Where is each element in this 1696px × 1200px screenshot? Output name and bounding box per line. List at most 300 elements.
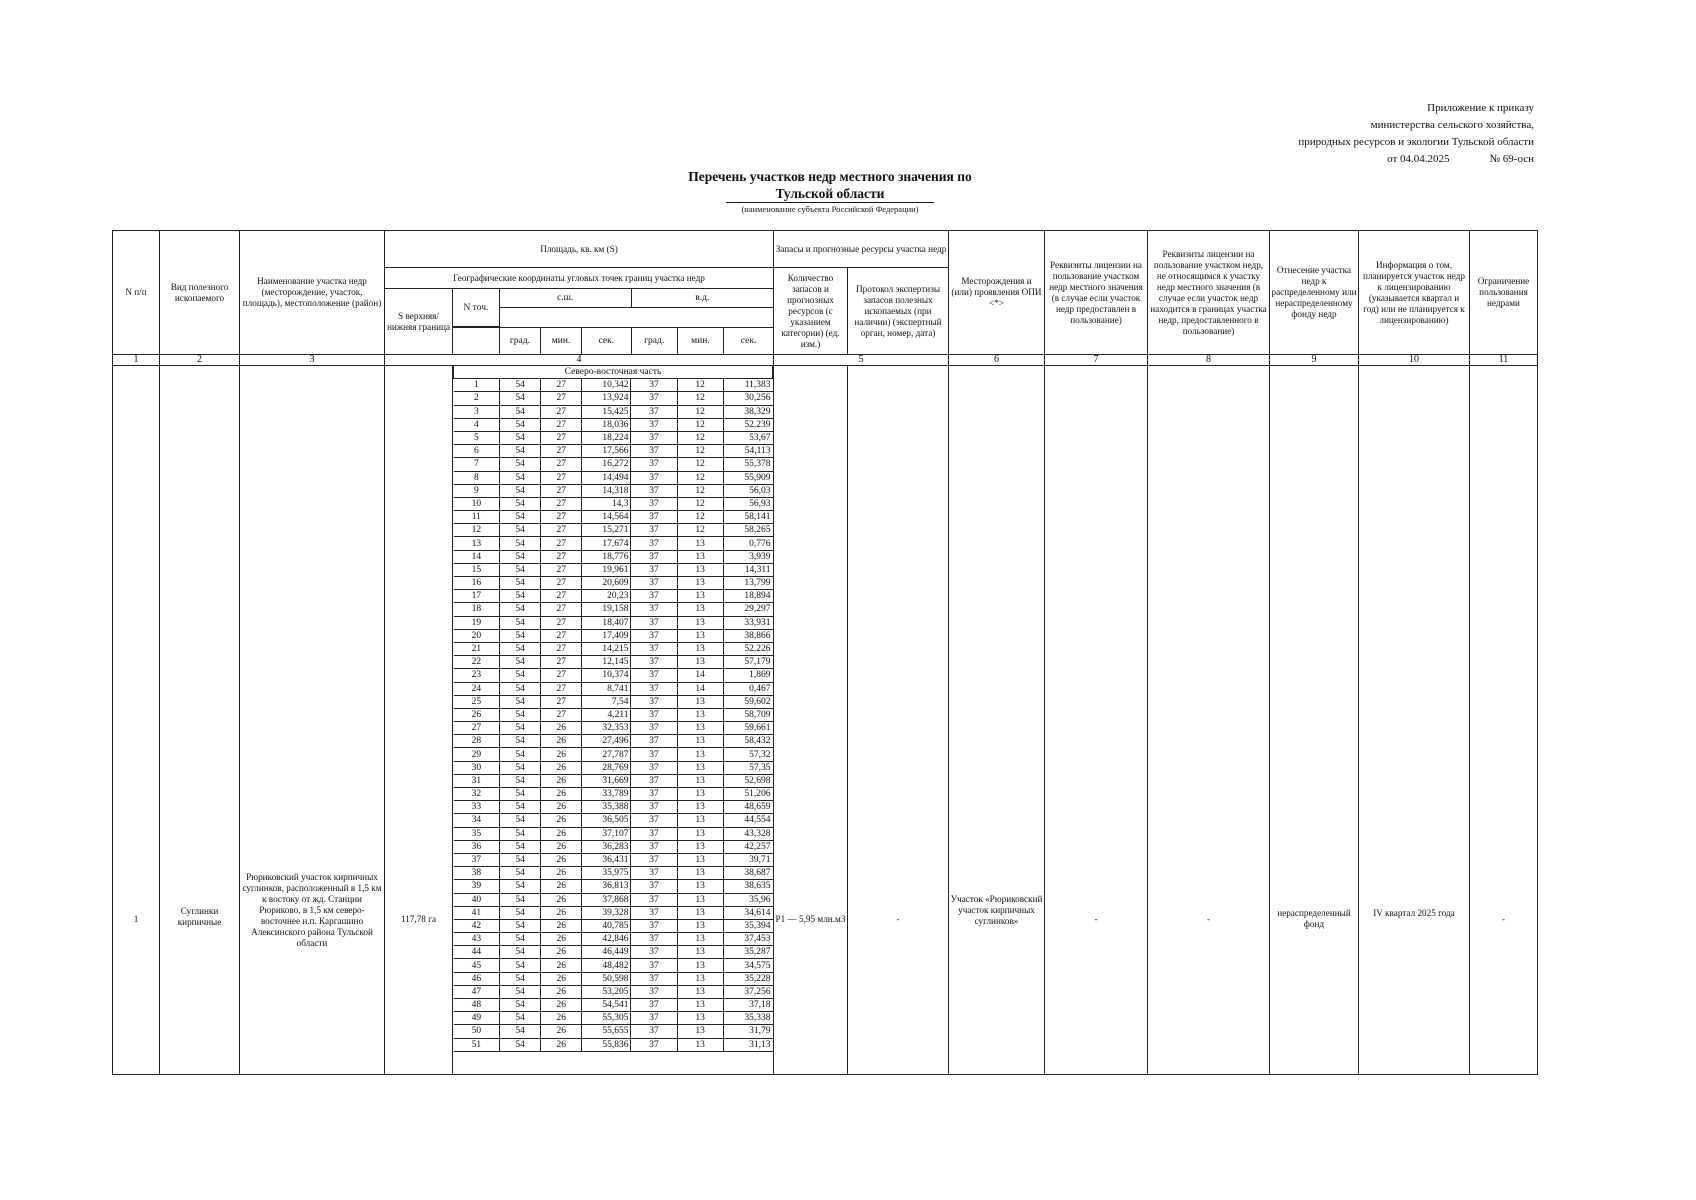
coordinate-row xyxy=(454,867,773,880)
lon-min: 13 xyxy=(677,642,723,655)
point-number: 3 xyxy=(454,405,500,418)
lat-sec: 32,353 xyxy=(582,722,631,735)
lat-sec: 15,271 xyxy=(582,524,631,537)
lon-sec: 54,113 xyxy=(723,445,772,458)
lon-deg: 37 xyxy=(631,840,677,853)
lat-deg: 54 xyxy=(500,972,541,985)
lon-deg: 37 xyxy=(631,511,677,524)
lat-deg: 54 xyxy=(500,999,541,1012)
lon-min: 13 xyxy=(677,959,723,972)
row-mineral: Суглинки кирпичные xyxy=(160,366,240,1075)
col-number-11: 11 xyxy=(1470,355,1538,366)
lat-min: 27 xyxy=(541,695,582,708)
lat-deg: 54 xyxy=(500,722,541,735)
coordinate-row xyxy=(454,458,773,471)
lon-sec: 11,383 xyxy=(723,379,772,392)
point-number: 18 xyxy=(454,603,500,616)
header-lat-deg: град. xyxy=(499,328,540,354)
lon-sec: 38,329 xyxy=(723,405,772,418)
lat-min: 26 xyxy=(541,1025,582,1038)
lon-deg: 37 xyxy=(631,893,677,906)
lon-sec: 57,179 xyxy=(723,656,772,669)
lat-min: 27 xyxy=(541,563,582,576)
header-lat-sec: сек. xyxy=(582,328,631,354)
lon-min: 12 xyxy=(677,431,723,444)
lat-deg: 54 xyxy=(500,511,541,524)
point-number: 40 xyxy=(454,893,500,906)
point-number: 12 xyxy=(454,524,500,537)
point-number: 46 xyxy=(454,972,500,985)
lat-min: 27 xyxy=(541,616,582,629)
point-number: 31 xyxy=(454,774,500,787)
point-number: 10 xyxy=(454,497,500,510)
lat-min: 26 xyxy=(541,827,582,840)
title-subtitle: (наименование субъекта Российской Федерации) xyxy=(741,204,919,214)
point-number: 19 xyxy=(454,616,500,629)
coordinate-row xyxy=(454,1012,773,1025)
coordinate-row xyxy=(454,656,773,669)
lon-min: 12 xyxy=(677,458,723,471)
col-number-3: 3 xyxy=(240,355,385,366)
lon-sec: 37,18 xyxy=(723,999,772,1012)
lat-sec: 4,211 xyxy=(582,708,631,721)
lat-deg: 54 xyxy=(500,458,541,471)
lon-min: 12 xyxy=(677,484,723,497)
header-latitude: с.ш. xyxy=(499,289,631,308)
lat-deg: 54 xyxy=(500,471,541,484)
lat-sec: 19,158 xyxy=(582,603,631,616)
lon-deg: 37 xyxy=(631,537,677,550)
coordinate-row xyxy=(454,919,773,932)
point-number: 42 xyxy=(454,919,500,932)
lat-sec: 15,425 xyxy=(582,405,631,418)
lon-min: 12 xyxy=(677,392,723,405)
point-number: 16 xyxy=(454,577,500,590)
coordinate-row xyxy=(454,695,773,708)
coordinate-row xyxy=(454,484,773,497)
lat-min: 26 xyxy=(541,774,582,787)
header-line-2: министерства сельского хозяйства, xyxy=(1370,119,1534,131)
coordinate-row xyxy=(454,445,773,458)
lat-deg: 54 xyxy=(500,405,541,418)
point-number: 11 xyxy=(454,511,500,524)
lat-deg: 54 xyxy=(500,695,541,708)
coordinates-table xyxy=(453,366,773,1052)
lat-min: 26 xyxy=(541,985,582,998)
lat-deg: 54 xyxy=(500,748,541,761)
lat-deg: 54 xyxy=(500,669,541,682)
lat-deg: 54 xyxy=(500,445,541,458)
lat-sec: 12,145 xyxy=(582,656,631,669)
lon-sec: 57,35 xyxy=(723,761,772,774)
lon-min: 13 xyxy=(677,853,723,866)
lat-deg: 54 xyxy=(500,880,541,893)
lat-min: 26 xyxy=(541,919,582,932)
lon-min: 13 xyxy=(677,867,723,880)
lat-deg: 54 xyxy=(500,656,541,669)
lat-sec: 35,975 xyxy=(582,867,631,880)
lon-deg: 37 xyxy=(631,563,677,576)
lat-min: 26 xyxy=(541,735,582,748)
coordinate-row xyxy=(454,893,773,906)
coordinate-row xyxy=(454,616,773,629)
lon-min: 13 xyxy=(677,1012,723,1025)
lat-deg: 54 xyxy=(500,1025,541,1038)
lat-min: 26 xyxy=(541,867,582,880)
lon-min: 13 xyxy=(677,761,723,774)
lon-min: 12 xyxy=(677,511,723,524)
point-number: 34 xyxy=(454,814,500,827)
coordinate-row xyxy=(454,761,773,774)
lat-deg: 54 xyxy=(500,497,541,510)
point-number: 13 xyxy=(454,537,500,550)
header-reserves: Запасы и прогнозные ресурсы участка недр xyxy=(774,231,949,268)
lon-deg: 37 xyxy=(631,590,677,603)
lat-sec: 8,741 xyxy=(582,682,631,695)
coordinate-row xyxy=(454,629,773,642)
point-number: 37 xyxy=(454,853,500,866)
point-number: 41 xyxy=(454,906,500,919)
lat-min: 27 xyxy=(541,458,582,471)
lat-sec: 37,868 xyxy=(582,893,631,906)
header-plot-name: Наименование участка недр (месторождение, участок, площадь), местоположение (район) xyxy=(240,231,385,355)
coordinate-row xyxy=(454,748,773,761)
lat-sec: 55,305 xyxy=(582,1012,631,1025)
lat-min: 27 xyxy=(541,682,582,695)
lon-sec: 35,228 xyxy=(723,972,772,985)
lon-deg: 37 xyxy=(631,999,677,1012)
lat-min: 27 xyxy=(541,550,582,563)
lat-min: 27 xyxy=(541,603,582,616)
lon-deg: 37 xyxy=(631,471,677,484)
lat-deg: 54 xyxy=(500,801,541,814)
lon-sec: 48,659 xyxy=(723,801,772,814)
lat-min: 27 xyxy=(541,669,582,682)
lon-min: 12 xyxy=(677,379,723,392)
lat-sec: 10,342 xyxy=(582,379,631,392)
lat-sec: 18,036 xyxy=(582,418,631,431)
lon-sec: 59,661 xyxy=(723,722,772,735)
lon-sec: 52,698 xyxy=(723,774,772,787)
order-date: от 04.04.2025 xyxy=(1387,153,1450,165)
row-restriction: - xyxy=(1470,366,1538,1075)
lat-min: 27 xyxy=(541,431,582,444)
lon-sec: 34,575 xyxy=(723,959,772,972)
point-number: 25 xyxy=(454,695,500,708)
lat-sec: 18,224 xyxy=(582,431,631,444)
lon-sec: 1,869 xyxy=(723,669,772,682)
lat-sec: 36,505 xyxy=(582,814,631,827)
lat-deg: 54 xyxy=(500,853,541,866)
lat-min: 26 xyxy=(541,933,582,946)
coordinate-row xyxy=(454,379,773,392)
lat-min: 26 xyxy=(541,880,582,893)
lon-sec: 44,554 xyxy=(723,814,772,827)
lon-sec: 55,909 xyxy=(723,471,772,484)
col-number-8: 8 xyxy=(1148,355,1270,366)
lat-sec: 7,54 xyxy=(582,695,631,708)
lon-deg: 37 xyxy=(631,906,677,919)
lat-min: 27 xyxy=(541,511,582,524)
lat-min: 27 xyxy=(541,471,582,484)
lat-deg: 54 xyxy=(500,629,541,642)
coordinate-row xyxy=(454,669,773,682)
lat-sec: 48,482 xyxy=(582,959,631,972)
lat-sec: 42,846 xyxy=(582,933,631,946)
lon-deg: 37 xyxy=(631,379,677,392)
lat-sec: 55,836 xyxy=(582,1038,631,1051)
row-fund: нераспределенный фонд xyxy=(1270,366,1359,1075)
lat-deg: 54 xyxy=(500,761,541,774)
coordinate-row xyxy=(454,590,773,603)
lat-sec: 17,674 xyxy=(582,537,631,550)
lon-sec: 39,71 xyxy=(723,853,772,866)
header-protocol: Протокол экспертизы запасов полезных ископаемых (при наличии) (экспертный орган, номер, дата) xyxy=(848,268,949,355)
coordinate-row xyxy=(454,550,773,563)
point-number: 5 xyxy=(454,431,500,444)
lat-deg: 54 xyxy=(500,484,541,497)
lon-deg: 37 xyxy=(631,761,677,774)
lat-min: 27 xyxy=(541,537,582,550)
lon-deg: 37 xyxy=(631,497,677,510)
lon-sec: 29,297 xyxy=(723,603,772,616)
lat-min: 26 xyxy=(541,722,582,735)
lon-deg: 37 xyxy=(631,431,677,444)
lon-sec: 37,453 xyxy=(723,933,772,946)
lon-min: 14 xyxy=(677,669,723,682)
col-number-5: 5 xyxy=(774,355,949,366)
lat-min: 26 xyxy=(541,853,582,866)
lat-min: 27 xyxy=(541,497,582,510)
lon-deg: 37 xyxy=(631,458,677,471)
lon-deg: 37 xyxy=(631,880,677,893)
lat-deg: 54 xyxy=(500,906,541,919)
lat-min: 26 xyxy=(541,893,582,906)
point-number: 43 xyxy=(454,933,500,946)
lat-min: 27 xyxy=(541,524,582,537)
lon-min: 13 xyxy=(677,722,723,735)
coordinate-row xyxy=(454,431,773,444)
lon-deg: 37 xyxy=(631,985,677,998)
lon-sec: 38,866 xyxy=(723,629,772,642)
lat-sec: 35,388 xyxy=(582,801,631,814)
lat-sec: 14,494 xyxy=(582,471,631,484)
lon-sec: 51,206 xyxy=(723,788,772,801)
lon-deg: 37 xyxy=(631,774,677,787)
lat-min: 26 xyxy=(541,840,582,853)
coordinate-row xyxy=(454,946,773,959)
point-number: 24 xyxy=(454,682,500,695)
lat-sec: 18,407 xyxy=(582,616,631,629)
lon-deg: 37 xyxy=(631,1025,677,1038)
lon-min: 13 xyxy=(677,840,723,853)
lat-deg: 54 xyxy=(500,537,541,550)
lat-sec: 17,566 xyxy=(582,445,631,458)
lat-deg: 54 xyxy=(500,616,541,629)
lon-deg: 37 xyxy=(631,616,677,629)
lat-deg: 54 xyxy=(500,893,541,906)
lon-sec: 37,256 xyxy=(723,985,772,998)
header-lon-sec: сек. xyxy=(724,328,773,354)
lat-sec: 50,598 xyxy=(582,972,631,985)
header-point-number-cont xyxy=(453,328,499,354)
coordinate-row xyxy=(454,405,773,418)
header-lon-deg: град. xyxy=(631,328,677,354)
row-area: 117,78 га xyxy=(385,366,453,1075)
lon-min: 12 xyxy=(677,405,723,418)
lon-deg: 37 xyxy=(631,959,677,972)
lon-deg: 37 xyxy=(631,682,677,695)
lon-min: 12 xyxy=(677,418,723,431)
lat-deg: 54 xyxy=(500,840,541,853)
lat-sec: 40,785 xyxy=(582,919,631,932)
point-number: 29 xyxy=(454,748,500,761)
lat-deg: 54 xyxy=(500,1038,541,1051)
lat-sec: 27,787 xyxy=(582,748,631,761)
point-number: 28 xyxy=(454,735,500,748)
lat-sec: 39,328 xyxy=(582,906,631,919)
lat-sec: 14,215 xyxy=(582,642,631,655)
lon-deg: 37 xyxy=(631,484,677,497)
lon-min: 13 xyxy=(677,603,723,616)
header-mineral: Вид полезного ископаемого xyxy=(160,231,240,355)
coordinates-cell xyxy=(453,366,774,1075)
coordinate-row xyxy=(454,1025,773,1038)
lon-sec: 53,67 xyxy=(723,431,772,444)
lat-min: 27 xyxy=(541,379,582,392)
point-number: 50 xyxy=(454,1025,500,1038)
lat-min: 26 xyxy=(541,761,582,774)
lon-min: 13 xyxy=(677,999,723,1012)
point-number: 30 xyxy=(454,761,500,774)
lat-deg: 54 xyxy=(500,735,541,748)
lat-deg: 54 xyxy=(500,788,541,801)
point-number: 22 xyxy=(454,656,500,669)
coordinate-row xyxy=(454,497,773,510)
lat-sec: 36,813 xyxy=(582,880,631,893)
header-fund: Отнесение участка недр к распределенному или нераспределенному фонду недр xyxy=(1270,231,1359,355)
lon-deg: 37 xyxy=(631,550,677,563)
lat-sec: 17,409 xyxy=(582,629,631,642)
lon-deg: 37 xyxy=(631,669,677,682)
lat-min: 26 xyxy=(541,788,582,801)
lat-min: 27 xyxy=(541,484,582,497)
lat-sec: 36,431 xyxy=(582,853,631,866)
lat-min: 27 xyxy=(541,392,582,405)
lon-min: 13 xyxy=(677,933,723,946)
table-row xyxy=(113,366,1538,1075)
lon-min: 13 xyxy=(677,946,723,959)
lat-deg: 54 xyxy=(500,379,541,392)
coordinate-row xyxy=(454,722,773,735)
point-number: 45 xyxy=(454,959,500,972)
lat-sec: 33,789 xyxy=(582,788,631,801)
coordinate-row xyxy=(454,471,773,484)
lat-sec: 36,283 xyxy=(582,840,631,853)
lon-min: 13 xyxy=(677,972,723,985)
lat-deg: 54 xyxy=(500,392,541,405)
lon-sec: 0,467 xyxy=(723,682,772,695)
coordinate-row xyxy=(454,1038,773,1051)
row-plot-name: Рюриковский участок кирпичных суглинков, расположенный в 1,5 км к востоку от жд. Станции Рюриково, в 1,5 км северо-восточнее н.п. Каргашино Алексинского района Тульской области xyxy=(240,366,385,1075)
coordinate-row xyxy=(454,511,773,524)
lon-deg: 37 xyxy=(631,603,677,616)
lat-deg: 54 xyxy=(500,603,541,616)
lon-min: 13 xyxy=(677,1038,723,1051)
lat-min: 27 xyxy=(541,590,582,603)
header-line-3: природных ресурсов и экологии Тульской области xyxy=(1298,136,1534,148)
lon-deg: 37 xyxy=(631,656,677,669)
point-number: 15 xyxy=(454,563,500,576)
point-number: 6 xyxy=(454,445,500,458)
lat-sec: 28,769 xyxy=(582,761,631,774)
lon-sec: 34,614 xyxy=(723,906,772,919)
lat-deg: 54 xyxy=(500,919,541,932)
point-number: 47 xyxy=(454,985,500,998)
lon-min: 13 xyxy=(677,893,723,906)
lat-min: 26 xyxy=(541,972,582,985)
lon-min: 13 xyxy=(677,919,723,932)
point-number: 26 xyxy=(454,708,500,721)
header-plan: Информация о том, планируется участок недр к лицензированию (указывается квартал и год) или не планируется к лицензированию) xyxy=(1359,231,1470,355)
coordinate-row xyxy=(454,959,773,972)
lon-deg: 37 xyxy=(631,405,677,418)
point-number: 9 xyxy=(454,484,500,497)
col-number-4: 4 xyxy=(385,355,774,366)
coordinate-row xyxy=(454,418,773,431)
lon-deg: 37 xyxy=(631,577,677,590)
title-line-1: Перечень участков недр местного значения по xyxy=(688,169,972,184)
lon-sec: 35,287 xyxy=(723,946,772,959)
lat-min: 27 xyxy=(541,629,582,642)
coordinate-row xyxy=(454,788,773,801)
lon-min: 13 xyxy=(677,814,723,827)
header-point-number: N точ. xyxy=(453,289,499,327)
lat-min: 26 xyxy=(541,1012,582,1025)
lon-min: 13 xyxy=(677,774,723,787)
lon-sec: 38,687 xyxy=(723,867,772,880)
lat-min: 26 xyxy=(541,801,582,814)
lat-sec: 16,272 xyxy=(582,458,631,471)
lon-min: 13 xyxy=(677,735,723,748)
header-latlon xyxy=(453,289,774,328)
header-license-local: Реквизиты лицензии на пользование участком недр местного значения (в случае если участок недр предоставлен в пользование) xyxy=(1045,231,1148,355)
point-number: 35 xyxy=(454,827,500,840)
coordinate-row xyxy=(454,840,773,853)
lat-deg: 54 xyxy=(500,550,541,563)
lon-deg: 37 xyxy=(631,695,677,708)
lon-deg: 37 xyxy=(631,735,677,748)
lat-min: 26 xyxy=(541,959,582,972)
header-lat-min: мин. xyxy=(540,328,581,354)
coordinate-row xyxy=(454,603,773,616)
coordinate-row xyxy=(454,524,773,537)
lat-deg: 54 xyxy=(500,524,541,537)
lon-sec: 56,03 xyxy=(723,484,772,497)
lat-deg: 54 xyxy=(500,867,541,880)
lat-sec: 53,205 xyxy=(582,985,631,998)
lon-min: 13 xyxy=(677,629,723,642)
coordinate-row xyxy=(454,801,773,814)
lon-min: 13 xyxy=(677,616,723,629)
header-s: S верхняя/нижняя граница xyxy=(385,289,453,355)
lat-min: 27 xyxy=(541,418,582,431)
coordinate-row xyxy=(454,933,773,946)
lat-deg: 54 xyxy=(500,959,541,972)
header-geo-coords: Географические координаты угловых точек границ участка недр xyxy=(385,268,774,289)
lat-deg: 54 xyxy=(500,563,541,576)
point-number: 48 xyxy=(454,999,500,1012)
